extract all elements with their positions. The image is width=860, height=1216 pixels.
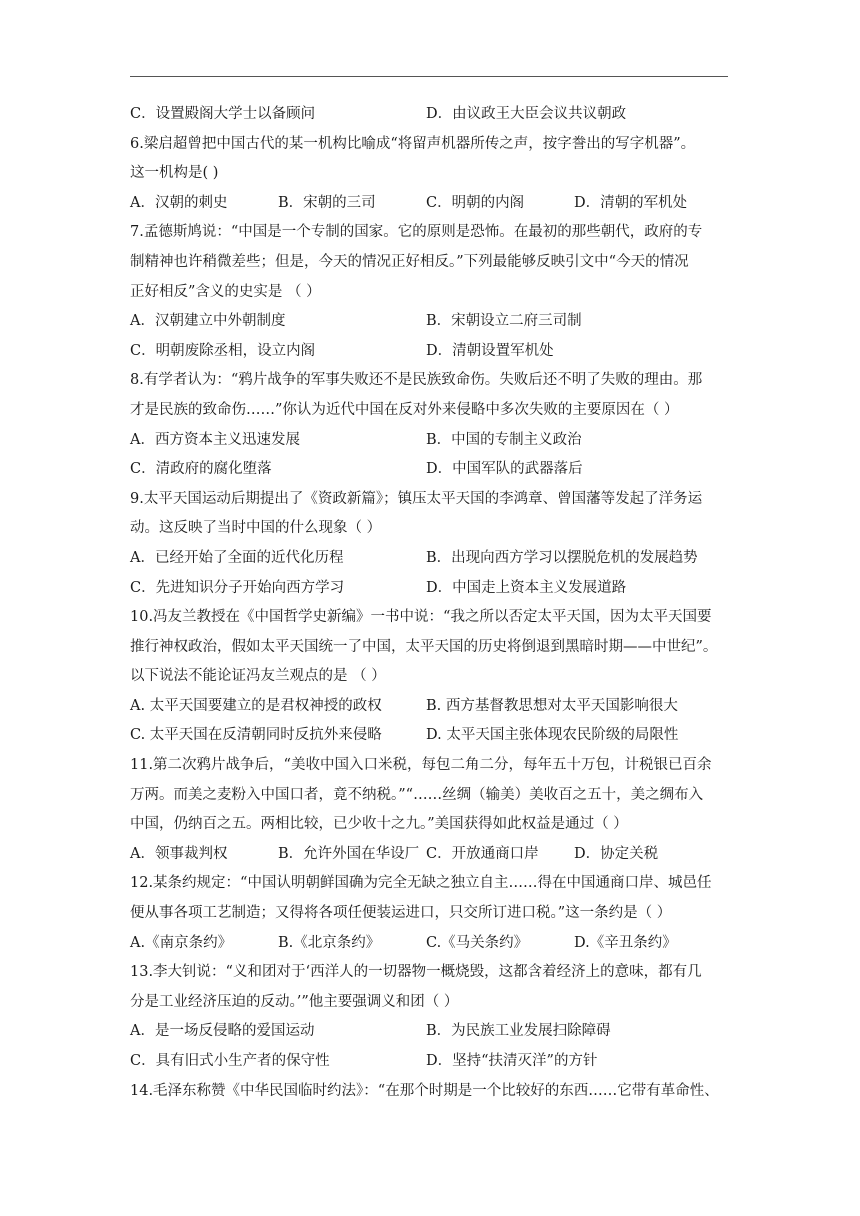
q12-option-a: A.《南京条约》 — [130, 934, 233, 951]
q5-options-row2 — [130, 100, 730, 130]
q8-stem-line-1: 8.有学者认为：“鸦片战争的军事失败还不是民族致命伤。失败后还不明了失败的理由。那 — [130, 372, 703, 389]
q13-option-b: B．为民族工业发展扫除障碍 — [426, 1023, 611, 1040]
q11-option-a: A．领事裁判权 — [130, 845, 228, 862]
q9-option-b: B．出现向西方学习以摆脱危机的发展趋势 — [426, 549, 698, 566]
q13-stem-line-1: 13.李大钊说：“义和团对于‘西洋人的一切器物一概烧毁，这都含着经济上的意味，都有几 — [130, 964, 702, 981]
q10-option-d: D. 太平天国主张体现农民阶级的局限性 — [426, 727, 679, 744]
q6-option-c: C．明朝的内阁 — [426, 194, 525, 211]
q11-stem-line-3: 中国，仍纳百之五。两相比较，已少收十之九。”美国获得如此权益是通过（ ） — [130, 816, 628, 833]
q10-option-b: B. 西方基督教思想对太平天国影响很大 — [426, 697, 678, 714]
q8-stem-line-2: 才是民族的致命伤……”你认为近代中国在反对外来侵略中多次失败的主要原因在（ ） — [130, 401, 679, 418]
q5-option-c: C．设置殿阁大学士以备顾问 — [130, 106, 316, 122]
q7-option-a: A．汉朝建立中外朝制度 — [130, 313, 286, 330]
q6-stem-line-1: 6.梁启超曾把中国古代的某一机构比喻成“将留声机器所传之声，按字誊出的写字机器”。 — [130, 135, 696, 152]
q7-option-b: B．宋朝设立二府三司制 — [426, 313, 582, 330]
q13-option-d: D．坚持“扶清灭洋”的方针 — [426, 1053, 598, 1069]
q12-option-c: C.《马关条约》 — [426, 934, 529, 951]
q7-stem-line-1: 7.孟德斯鸠说：“中国是一个专制的国家。它的原则是恐怖。在最初的那些朝代，政府的专 — [130, 224, 703, 241]
q7-option-d: D．清朝设置军机处 — [426, 342, 554, 359]
q5-option-d: D．由议政王大臣会议共议朝政 — [426, 106, 627, 122]
q13-option-c: C．具有旧式小生产者的保守性 — [130, 1053, 330, 1069]
q9-options-row2 — [130, 574, 730, 604]
q6-option-d: D．清朝的军机处 — [574, 194, 688, 211]
exam-page — [130, 100, 730, 1106]
q12-stem-line-1: 12.某条约规定：“中国认明朝鲜国确为完全无缺之独立自主……得在中国通商口岸、城邑任 — [130, 875, 712, 892]
q13-options-row1 — [130, 1017, 730, 1047]
q6-option-a: A．汉朝的刺史 — [130, 194, 228, 211]
q11-stem-line-1: 11.第二次鸦片战争后，“美收中国入口米税，每包二角二分，每年五十万包，计税银已百余 — [130, 757, 712, 774]
q9-option-d: D．中国走上资本主义发展道路 — [426, 579, 627, 596]
q11-options — [130, 840, 730, 870]
q9-options-row1 — [130, 544, 730, 574]
q6-options — [130, 189, 730, 219]
q8-option-d: D．中国军队的武器落后 — [426, 461, 583, 478]
q11-option-b: B．允许外国在华设厂 — [278, 845, 420, 862]
q7-options-row1 — [130, 307, 730, 337]
q12-option-b: B.《北京条约》 — [278, 934, 381, 951]
q7-options-row2 — [130, 337, 730, 367]
q9-stem-line-2: 动。这反映了当时中国的什么现象（ ） — [130, 520, 382, 537]
q13-stem-line-2: 分是工业经济压迫的反动。’”他主要强调义和团（ ） — [130, 993, 459, 1010]
q10-stem-line-2: 推行神权政治，假如太平天国统一了中国，太平天国的历史将倒退到黑暗时期——中世纪”。 — [130, 638, 718, 655]
header-rule — [130, 76, 728, 77]
q10-option-a: A. 太平天国要建立的是君权神授的政权 — [130, 697, 382, 714]
q8-option-b: B．中国的专制主义政治 — [426, 431, 582, 448]
q6-stem-line-2: 这一机构是( ) — [130, 165, 219, 182]
q10-stem-line-3: 以下说法不能论证冯友兰观点的是 （ ） — [130, 668, 386, 685]
q12-option-d: D.《辛丑条约》 — [574, 934, 677, 951]
q7-stem-line-2: 制精神也许稍微差些；但是，今天的情况正好相反。”下列最能够反映引文中“今天的情况 — [130, 253, 689, 270]
q10-option-c: C. 太平天国在反清朝同时反抗外来侵略 — [130, 727, 382, 744]
q9-option-a: A．已经开始了全面的近代化历程 — [130, 549, 344, 566]
q6-option-b: B．宋朝的三司 — [278, 194, 376, 211]
q13-options-row2 — [130, 1047, 730, 1077]
q11-option-c: C．开放通商口岸 — [426, 845, 539, 862]
q7-option-c: C．明朝废除丞相，设立内阁 — [130, 342, 316, 359]
q11-stem-line-2: 万两。而美之麦粉入中国口者，竟不纳税。”“……丝绸（输美）美收百之五十，美之绸布入 — [130, 786, 704, 803]
q7-stem-line-3: 正好相反”含义的史实是 （ ） — [130, 283, 321, 300]
q9-stem-line-1: 9.太平天国运动后期提出了《资政新篇》；镇压太平天国的李鸿章、曾国藩等发起了洋务运 — [130, 490, 703, 507]
q10-options-row2 — [130, 721, 730, 751]
q12-stem-line-2: 便从事各项工艺制造；又得将各项任便装运进口，只交所订进口税。”这一条约是（ ） — [130, 905, 672, 922]
q9-option-c: C．先进知识分子开始向西方学习 — [130, 579, 345, 596]
q11-option-d: D．协定关税 — [574, 845, 659, 862]
q8-options-row2 — [130, 455, 730, 485]
q8-option-a: A．西方资本主义迅速发展 — [130, 431, 300, 448]
q10-stem-line-1: 10.冯友兰教授在《中国哲学史新编》一书中说：“我之所以否定太平天国，因为太平天国要 — [130, 609, 712, 626]
q14-stem-line-1: 14.毛泽东称赞《中华民国临时约法》：“在那个时期是一个比较好的东西……它带有革命性、 — [130, 1082, 719, 1099]
q8-option-c: C．清政府的腐化堕落 — [130, 461, 272, 478]
q13-option-a: A．是一场反侵略的爱国运动 — [130, 1023, 315, 1040]
q10-options-row1 — [130, 692, 730, 722]
q12-options — [130, 929, 730, 959]
q8-options-row1 — [130, 426, 730, 456]
